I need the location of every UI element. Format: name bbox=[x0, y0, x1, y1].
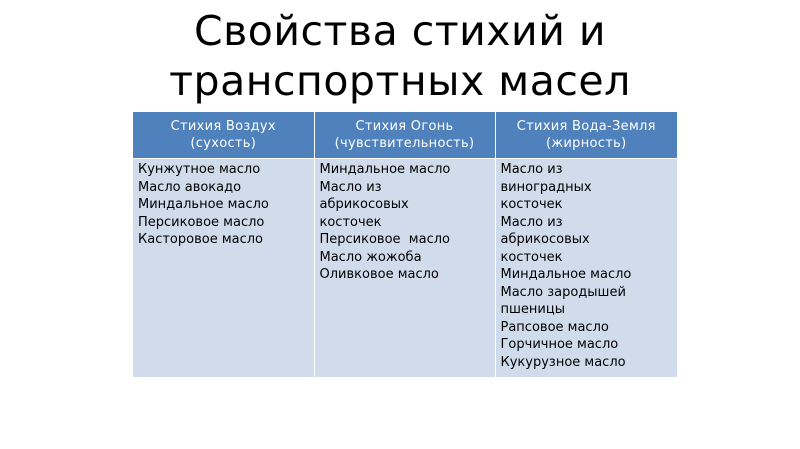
list-item: пшеницы bbox=[500, 302, 565, 317]
cell-water-earth-oils bbox=[495, 159, 677, 378]
header-air bbox=[133, 112, 314, 159]
list-item: косточек bbox=[500, 249, 563, 265]
list-item: Горчичное масло bbox=[500, 337, 619, 352]
table-row bbox=[133, 159, 677, 378]
list-item: Персиковое масло bbox=[138, 214, 265, 230]
list-item: Масло из bbox=[500, 214, 563, 230]
list-item: Масло зародышей bbox=[500, 284, 626, 300]
cell-fire-oils bbox=[314, 159, 495, 378]
list-item: Кунжутное масло bbox=[138, 162, 261, 177]
slide-title-line-1: Свойства стихий и bbox=[193, 7, 607, 55]
list-item: Касторовое масло bbox=[138, 232, 264, 247]
list-item: Миндальное масло bbox=[500, 267, 632, 282]
list-item: Масло из bbox=[500, 162, 563, 177]
list-item: косточек bbox=[500, 197, 563, 212]
header-fire-subtitle: (чувствительность) bbox=[334, 136, 475, 151]
list-item: виноградных bbox=[500, 179, 592, 195]
header-air-title: Стихия Воздух bbox=[170, 119, 276, 134]
table-header-row bbox=[133, 112, 677, 159]
slide-title bbox=[0, 6, 800, 106]
list-item: Оливковое масло bbox=[319, 267, 439, 282]
header-fire bbox=[314, 112, 495, 159]
list-item: Миндальное масло bbox=[319, 162, 451, 177]
list-item: абрикосовых bbox=[319, 197, 409, 212]
cell-air-oils bbox=[133, 159, 314, 378]
header-water-earth-subtitle: (жирность) bbox=[546, 136, 627, 151]
list-item: косточек bbox=[319, 214, 382, 230]
oils-table bbox=[133, 112, 677, 377]
header-air-subtitle: (сухость) bbox=[190, 136, 257, 151]
list-item: Масло жожоба bbox=[319, 249, 422, 265]
list-item: абрикосовых bbox=[500, 232, 590, 247]
slide-title-line-2: транспортных масел bbox=[169, 57, 631, 105]
list-item: Персиковое масло bbox=[319, 232, 450, 247]
list-item: Масло из bbox=[319, 179, 382, 195]
list-item: Кукурузное масло bbox=[500, 354, 626, 370]
list-item: Миндальное масло bbox=[138, 197, 269, 212]
header-fire-title: Стихия Огонь bbox=[355, 119, 454, 134]
list-item: Масло авокадо bbox=[138, 179, 242, 195]
list-item: Рапсовое масло bbox=[500, 319, 609, 335]
header-water-earth-title: Стихия Вода-Земля bbox=[516, 119, 656, 134]
header-water-earth bbox=[495, 112, 677, 159]
